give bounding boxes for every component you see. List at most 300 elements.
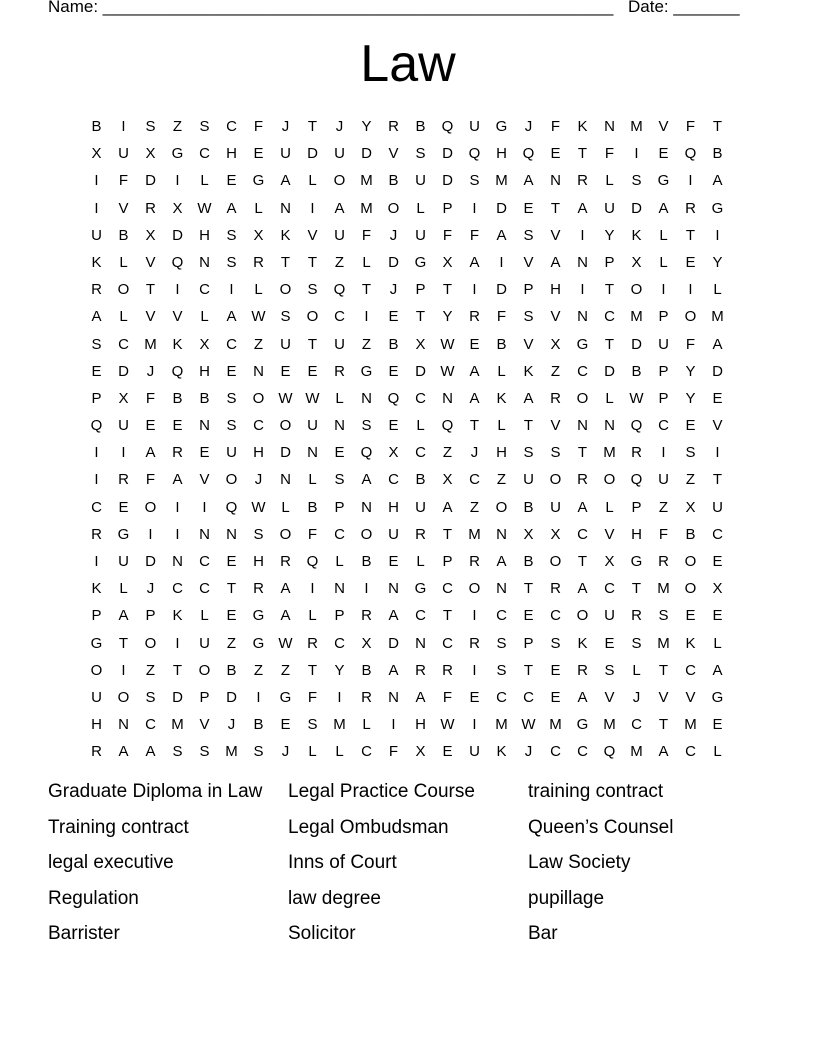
grid-letter: E — [253, 145, 264, 163]
grid-letter: G — [657, 172, 670, 190]
word-list-item: law degree — [288, 887, 381, 909]
grid-letter: U — [334, 145, 345, 163]
grid-letter: R — [91, 281, 102, 299]
grid-letter: B — [226, 661, 237, 679]
grid-letter: Z — [280, 661, 291, 679]
grid-letter: V — [118, 199, 129, 217]
grid-letter: J — [281, 118, 290, 135]
grid-letter: C — [199, 145, 210, 163]
grid-letter: L — [119, 253, 128, 271]
grid-letter: J — [524, 118, 533, 135]
grid-letter: R — [415, 661, 426, 679]
grid-letter: F — [442, 688, 453, 706]
grid-letter: U — [91, 226, 102, 244]
grid-letter: N — [577, 417, 588, 435]
grid-letter: U — [118, 145, 129, 163]
grid-letter: E — [145, 417, 156, 435]
grid-letter: V — [172, 308, 183, 326]
grid-letter: F — [658, 525, 669, 543]
word-list-item: Legal Practice Course — [288, 781, 475, 802]
grid-letter: K — [577, 634, 588, 652]
grid-letter: T — [442, 607, 453, 625]
grid-letter: W — [197, 199, 212, 217]
grid-letter: P — [145, 607, 156, 625]
grid-letter: N — [118, 716, 129, 734]
grid-letter: I — [580, 281, 585, 299]
grid-letter: V — [523, 335, 534, 353]
grid-letter: T — [172, 661, 183, 679]
grid-letter: C — [199, 281, 210, 299]
grid-letter: E — [226, 362, 237, 380]
grid-letter: J — [146, 362, 155, 380]
grid-letter: C — [496, 607, 507, 625]
grid-letter: U — [388, 525, 399, 543]
grid-letter: O — [576, 389, 589, 407]
grid-letter: D — [496, 199, 507, 217]
grid-letter: D — [415, 362, 426, 380]
grid-letter: S — [631, 634, 642, 652]
grid-letter: Q — [630, 417, 643, 435]
grid-letter: G — [360, 362, 373, 380]
grid-letter: B — [523, 498, 534, 516]
grid-letter: P — [91, 607, 102, 625]
grid-letter: I — [364, 580, 369, 598]
grid-letter: U — [658, 471, 669, 489]
grid-letter: Z — [172, 118, 183, 135]
grid-letter: A — [577, 199, 588, 217]
grid-letter: E — [388, 553, 399, 570]
grid-letter: I — [94, 444, 99, 462]
grid-letter: B — [523, 553, 534, 570]
grid-letter: K — [172, 335, 183, 353]
grid-letter: X — [631, 253, 642, 271]
grid-letter: U — [91, 688, 102, 706]
grid-letter: T — [604, 281, 615, 299]
grid-letter: E — [550, 688, 561, 706]
grid-letter: V — [199, 471, 210, 489]
grid-letter: U — [523, 471, 534, 489]
grid-letter: N — [577, 308, 588, 326]
grid-letter: D — [118, 362, 129, 380]
grid-letter: S — [199, 118, 210, 135]
grid-letter: Z — [442, 444, 453, 462]
grid-letter: Z — [145, 661, 156, 679]
grid-letter: R — [550, 389, 561, 407]
grid-letter: Z — [253, 661, 264, 679]
grid-letter: C — [334, 525, 345, 543]
grid-letter: R — [469, 634, 480, 652]
grid-letter: I — [202, 498, 207, 516]
grid-letter: L — [605, 498, 614, 516]
grid-letter: A — [118, 607, 129, 625]
grid-letter: O — [333, 172, 346, 190]
grid-letter: F — [496, 308, 507, 326]
grid-letter: A — [712, 661, 723, 679]
grid-letter: N — [496, 580, 507, 598]
grid-letter: P — [91, 389, 102, 407]
grid-letter: A — [226, 308, 237, 326]
grid-letter: Q — [603, 743, 616, 761]
grid-letter: P — [658, 362, 669, 380]
grid-letter: B — [685, 525, 696, 543]
grid-letter: L — [119, 308, 128, 326]
grid-letter: Y — [604, 226, 615, 244]
grid-letter: J — [254, 471, 263, 489]
word-list-item: Graduate Diploma in Law — [48, 781, 263, 802]
grid-letter: L — [362, 253, 371, 271]
grid-letter: W — [440, 335, 455, 353]
grid-letter: D — [631, 335, 642, 353]
grid-letter: O — [549, 553, 562, 570]
grid-letter: I — [688, 172, 693, 190]
grid-letter: R — [253, 580, 264, 598]
grid-letter: K — [577, 118, 588, 135]
grid-letter: A — [712, 172, 723, 190]
grid-letter: H — [496, 145, 507, 163]
grid-letter: V — [685, 688, 696, 706]
grid-letter: S — [253, 525, 264, 543]
grid-letter: Z — [469, 498, 480, 516]
grid-letter: C — [442, 634, 453, 652]
grid-letter: T — [658, 661, 669, 679]
grid-letter: B — [361, 553, 372, 570]
grid-letter: J — [470, 444, 479, 462]
grid-letter: W — [629, 389, 644, 407]
grid-letter: R — [685, 199, 696, 217]
grid-letter: I — [661, 444, 666, 462]
grid-letter: R — [334, 362, 345, 380]
grid-letter: B — [361, 661, 372, 679]
grid-letter: E — [604, 634, 615, 652]
grid-letter: B — [415, 471, 426, 489]
grid-letter: E — [388, 362, 399, 380]
grid-letter: M — [225, 743, 238, 761]
grid-letter: Q — [171, 362, 184, 380]
grid-letter: G — [252, 607, 265, 625]
grid-letter: X — [415, 335, 426, 353]
grid-letter: S — [631, 172, 642, 190]
grid-letter: E — [712, 553, 723, 570]
grid-letter: F — [361, 226, 372, 244]
grid-letter: X — [550, 335, 561, 353]
grid-letter: S — [199, 743, 210, 761]
grid-letter: A — [523, 389, 534, 407]
grid-letter: G — [414, 253, 427, 271]
grid-letter: R — [631, 607, 642, 625]
grid-letter: O — [360, 525, 373, 543]
grid-letter: L — [416, 553, 425, 570]
grid-letter: C — [388, 471, 399, 489]
grid-letter: V — [199, 716, 210, 734]
grid-letter: C — [172, 580, 183, 598]
grid-letter: X — [712, 580, 723, 598]
grid-letter: M — [468, 525, 481, 543]
grid-letter: V — [145, 253, 156, 271]
grid-letter: N — [334, 580, 345, 598]
grid-letter: O — [468, 580, 481, 598]
grid-letter: A — [280, 607, 291, 625]
grid-letter: V — [307, 226, 318, 244]
grid-letter: N — [496, 525, 507, 543]
grid-letter: I — [121, 661, 126, 679]
grid-letter: C — [469, 471, 480, 489]
grid-letter: A — [442, 498, 453, 516]
grid-letter: M — [657, 580, 670, 598]
grid-letter: S — [253, 743, 264, 761]
grid-letter: N — [253, 362, 264, 380]
grid-letter: F — [307, 688, 318, 706]
grid-letter: T — [523, 417, 534, 435]
grid-letter: I — [175, 281, 180, 299]
grid-letter: C — [334, 308, 345, 326]
grid-letter: P — [658, 389, 669, 407]
grid-letter: N — [280, 199, 291, 217]
grid-letter: M — [171, 716, 184, 734]
grid-letter: F — [442, 226, 453, 244]
grid-letter: V — [145, 308, 156, 326]
grid-letter: G — [495, 118, 508, 135]
grid-letter: I — [472, 607, 477, 625]
word-search-grid — [83, 113, 731, 766]
grid-letter: G — [576, 335, 589, 353]
grid-letter: U — [415, 226, 426, 244]
grid-letter: O — [198, 661, 211, 679]
grid-letter: I — [94, 471, 99, 489]
grid-letter: T — [658, 716, 669, 734]
grid-letter: V — [550, 308, 561, 326]
grid-letter: T — [415, 308, 426, 326]
grid-letter: J — [389, 281, 398, 299]
grid-letter: A — [658, 743, 669, 761]
grid-letter: L — [416, 199, 425, 217]
grid-letter: P — [442, 199, 453, 217]
grid-letter: P — [523, 281, 534, 299]
grid-letter: M — [333, 716, 346, 734]
grid-letter: R — [91, 525, 102, 543]
grid-letter: X — [172, 199, 183, 217]
grid-letter: H — [631, 525, 642, 543]
grid-letter: W — [521, 716, 536, 734]
grid-letter: G — [117, 525, 130, 543]
grid-letter: Q — [387, 389, 400, 407]
grid-letter: Z — [226, 634, 237, 652]
grid-letter: R — [577, 172, 588, 190]
grid-letter: L — [605, 389, 614, 407]
grid-letter: X — [685, 498, 696, 516]
date-field-label: Date: _______ — [628, 0, 740, 16]
grid-letter: A — [280, 172, 291, 190]
grid-letter: H — [91, 716, 102, 734]
grid-letter: I — [337, 688, 342, 706]
grid-letter: E — [658, 145, 669, 163]
grid-letter: P — [199, 688, 210, 706]
word-list-item: Barrister — [48, 923, 120, 945]
grid-letter: Q — [306, 553, 319, 570]
grid-letter: L — [254, 199, 263, 217]
grid-letter: S — [685, 444, 696, 462]
grid-letter: I — [364, 308, 369, 326]
grid-letter: E — [118, 498, 129, 516]
grid-letter: S — [226, 226, 237, 244]
grid-letter: R — [172, 444, 183, 462]
grid-letter: V — [604, 688, 615, 706]
grid-letter: E — [469, 688, 480, 706]
grid-letter: C — [415, 444, 426, 462]
grid-letter: X — [388, 444, 399, 462]
grid-letter: I — [499, 253, 504, 271]
grid-letter: E — [550, 145, 561, 163]
grid-letter: N — [577, 253, 588, 271]
grid-letter: O — [684, 580, 697, 598]
grid-letter: D — [496, 281, 507, 299]
grid-letter: X — [415, 743, 426, 761]
grid-letter: L — [308, 172, 317, 190]
grid-letter: Q — [360, 444, 373, 462]
grid-letter: O — [117, 688, 130, 706]
grid-letter: A — [145, 743, 156, 761]
word-list — [48, 780, 768, 958]
grid-letter: M — [630, 743, 643, 761]
grid-letter: M — [360, 172, 373, 190]
grid-letter: A — [712, 335, 723, 353]
grid-letter: T — [226, 580, 237, 598]
grid-letter: P — [334, 498, 345, 516]
grid-letter: N — [280, 471, 291, 489]
grid-letter: U — [550, 498, 561, 516]
grid-letter: A — [577, 688, 588, 706]
grid-letter: O — [279, 281, 292, 299]
grid-letter: D — [226, 688, 237, 706]
grid-letter: O — [144, 498, 157, 516]
grid-letter: S — [172, 743, 183, 761]
grid-letter: V — [550, 417, 561, 435]
grid-letter: A — [415, 688, 426, 706]
grid-letter: M — [495, 172, 508, 190]
grid-letter: O — [630, 281, 643, 299]
grid-letter: T — [307, 661, 318, 679]
grid-letter: T — [307, 335, 318, 353]
grid-letter: L — [497, 362, 506, 380]
grid-letter: N — [361, 389, 372, 407]
grid-letter: L — [659, 253, 668, 271]
grid-letter: L — [308, 607, 317, 625]
word-list-item: Inns of Court — [288, 852, 397, 874]
grid-letter: U — [199, 634, 210, 652]
grid-letter: Q — [441, 118, 454, 135]
grid-letter: T — [712, 118, 723, 135]
grid-letter: T — [604, 335, 615, 353]
grid-letter: F — [145, 389, 156, 407]
grid-letter: K — [91, 253, 102, 271]
grid-letter: A — [226, 199, 237, 217]
grid-letter: C — [361, 743, 372, 761]
grid-letter: K — [280, 226, 291, 244]
word-list-item: Bar — [528, 923, 558, 945]
grid-letter: C — [496, 688, 507, 706]
grid-letter: S — [658, 607, 669, 625]
grid-letter: C — [685, 661, 696, 679]
grid-letter: V — [658, 688, 669, 706]
grid-letter: U — [226, 444, 237, 462]
grid-letter: M — [657, 634, 670, 652]
grid-letter: N — [604, 417, 615, 435]
grid-letter: L — [335, 553, 344, 570]
grid-letter: D — [361, 145, 372, 163]
grid-letter: C — [226, 335, 237, 353]
grid-letter: Y — [442, 308, 453, 326]
grid-letter: D — [280, 444, 291, 462]
grid-letter: A — [523, 172, 534, 190]
grid-letter: Y — [361, 118, 372, 135]
word-list-item: Training contract — [48, 816, 189, 838]
grid-letter: V — [658, 118, 669, 135]
grid-letter: T — [280, 253, 291, 271]
grid-letter: Z — [496, 471, 507, 489]
grid-letter: S — [415, 145, 426, 163]
grid-letter: W — [278, 389, 293, 407]
grid-letter: A — [577, 580, 588, 598]
grid-letter: U — [604, 199, 615, 217]
grid-letter: P — [415, 281, 426, 299]
grid-letter: U — [334, 335, 345, 353]
grid-letter: E — [523, 607, 534, 625]
grid-letter: V — [523, 253, 534, 271]
grid-letter: I — [310, 199, 315, 217]
grid-letter: E — [91, 362, 102, 380]
word-list-item: Regulation — [48, 887, 139, 909]
grid-letter: P — [334, 607, 345, 625]
grid-letter: A — [496, 553, 507, 570]
grid-letter: K — [631, 226, 642, 244]
word-list-item: Solicitor — [288, 923, 356, 945]
grid-letter: Q — [90, 417, 103, 435]
grid-letter: C — [712, 525, 723, 543]
grid-letter: B — [91, 118, 102, 135]
grid-letter: D — [172, 226, 183, 244]
grid-letter: A — [334, 199, 345, 217]
grid-letter: L — [308, 471, 317, 489]
grid-letter: C — [604, 308, 615, 326]
grid-letter: P — [658, 308, 669, 326]
grid-letter: B — [712, 145, 723, 163]
word-list-item: pupillage — [528, 887, 605, 909]
grid-letter: R — [415, 525, 426, 543]
grid-letter: W — [278, 634, 293, 652]
grid-letter: S — [145, 688, 156, 706]
grid-letter: H — [199, 362, 210, 380]
grid-letter: D — [388, 634, 399, 652]
grid-letter: I — [94, 199, 99, 217]
grid-letter: X — [199, 335, 210, 353]
grid-letter: W — [305, 389, 320, 407]
grid-letter: E — [712, 607, 723, 625]
grid-letter: R — [361, 607, 372, 625]
grid-letter: I — [121, 444, 126, 462]
grid-letter: R — [631, 444, 642, 462]
grid-letter: A — [469, 253, 480, 271]
word-list-item: Law Society — [528, 852, 631, 874]
grid-letter: I — [715, 226, 720, 244]
grid-letter: H — [253, 444, 264, 462]
grid-letter: S — [523, 226, 534, 244]
grid-letter: V — [388, 145, 399, 163]
grid-letter: C — [550, 743, 561, 761]
grid-letter: L — [362, 716, 371, 734]
grid-letter: M — [630, 308, 643, 326]
name-date-line — [48, 0, 740, 17]
grid-letter: C — [415, 607, 426, 625]
grid-letter: D — [145, 553, 156, 570]
